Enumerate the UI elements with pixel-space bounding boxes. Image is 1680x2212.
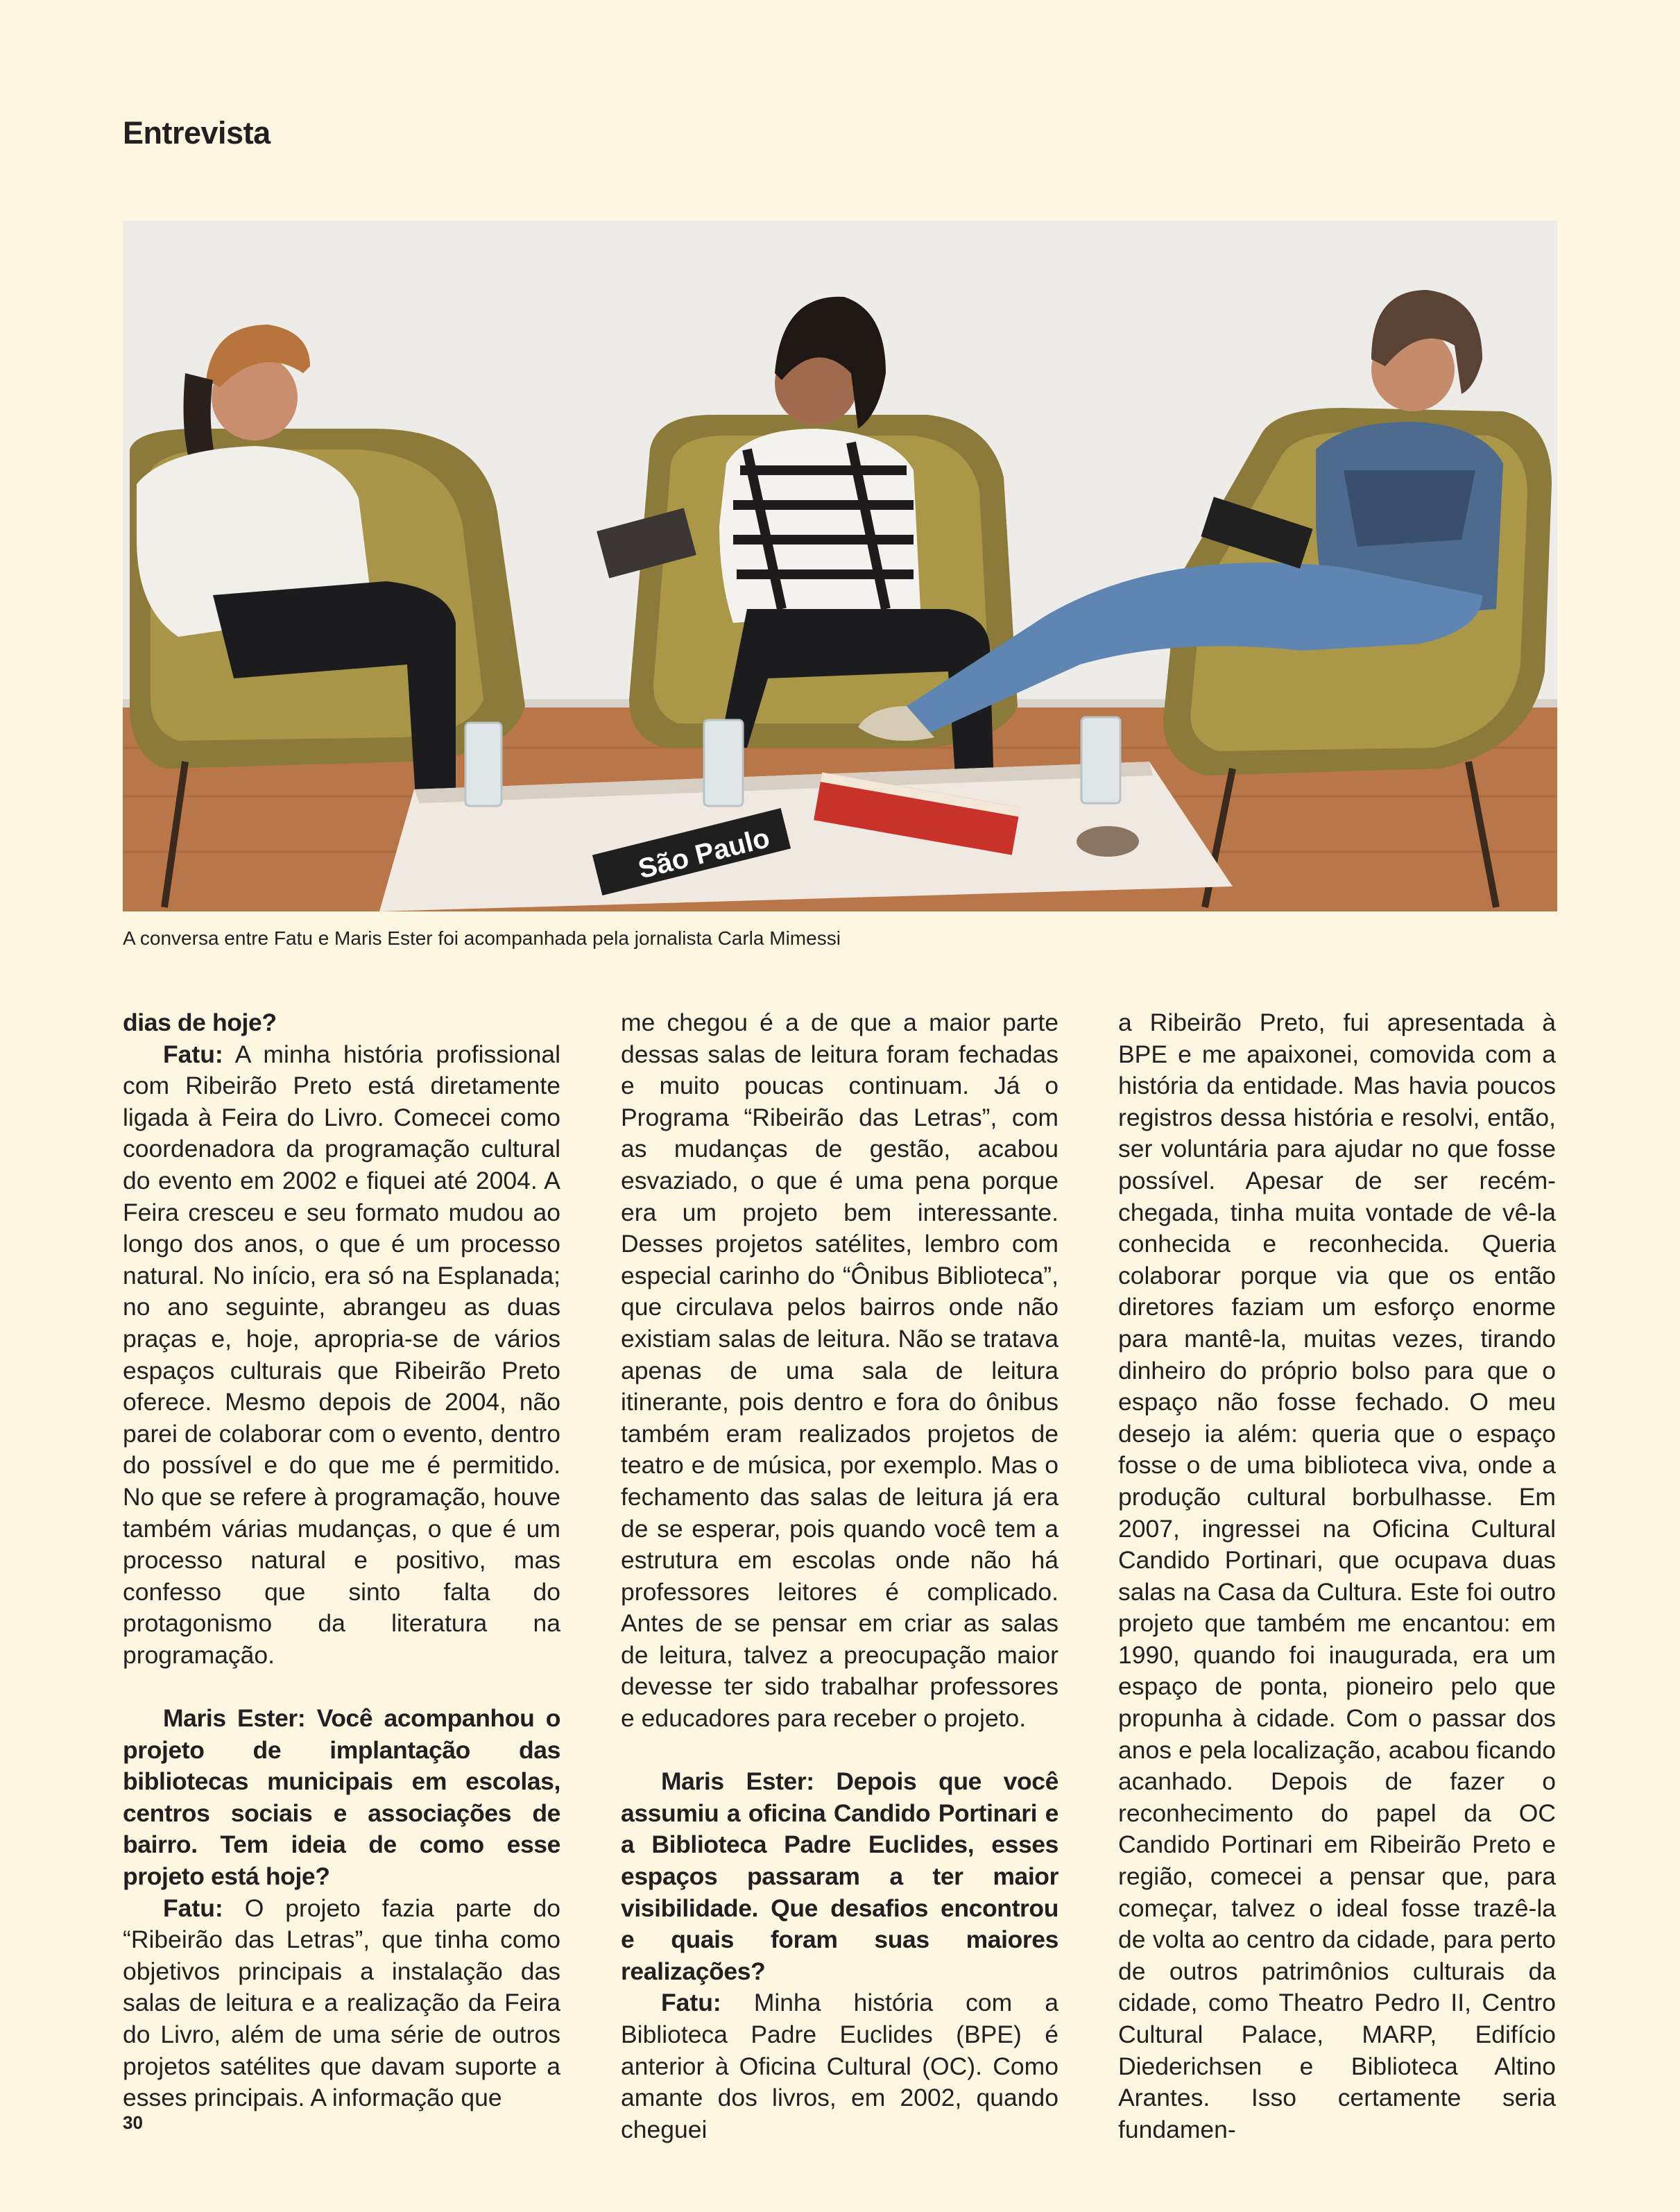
question-paragraph: Maris Ester: Você acompanhou o projeto de implantação das bibliotecas municipais em escolas, centros sociais e associações de bairro. Tem ideia de como esse projeto está hoje? <box>123 1704 560 1891</box>
page-number: 30 <box>123 2112 143 2133</box>
answer-paragraph <box>123 1039 560 1672</box>
speaker-label: Fatu: <box>661 1989 721 2017</box>
photo-illustration <box>123 221 1557 911</box>
answer-paragraph <box>621 1987 1058 2145</box>
answer-text: Minha história com a Biblioteca Padre Euclides (BPE) é anterior à Oficina Cultural (OC). Como amante dos livros, em 2002, quando cheguei <box>621 1989 1058 2143</box>
question-tail: dias de hoje? <box>123 1009 277 1036</box>
article-column-2 <box>621 1007 1058 2143</box>
speaker-label: Fatu: <box>163 1040 223 1068</box>
answer-continuation: a Ribeirão Preto, fui apresentada à BPE e me apaixonei, comovida com a história da entidade. Mas havia poucos registros dessa história e resolvi, então, ser voluntária para ajudar no que fosse possível. Apesar de ser recém-chegada, tinha muita vontade de vê-la conhecida e reconhecida. Queria colaborar porque via que os então diretores faziam um esforço enorme para mantê-la, muitas vezes, tirando dinheiro do próprio bolso para que o espaço não fosse fechado. O meu desejo ia além: queria que o espaço fosse o de uma biblioteca viva, onde a produção cultural borbulhasse. Em 2007, ingressei na Oficina Cultural Candido Portinari, que ocupava duas salas na Casa da Cultura. Este foi outro projeto que também me encantou: em 1990, quando foi inaugurada, era um espaço de ponta, pioneiro pelo que propunha à cidade. Com o passar dos anos e pela localização, acabou ficando acanhado. Depois de fazer o reconhecimento do papel da OC Candido Portinari em Ribeirão Preto e região, comecei a pensar que, para começar, talvez o ideal fosse trazê-la de volta ao centro da cidade, para perto de outros patrimônios culturais da cidade, como Theatro Pedro II, Centro Cultural Palace, MARP, Edifício Diederichsen e Biblioteca Altino Arantes. Isso certamente seria fundamen- <box>1118 1009 1556 2143</box>
answer-continuation: me chegou é a de que a maior parte dessas salas de leitura foram fechadas e muito poucas continuam. Já o Programa “Ribeirão das Letras”, com as mudanças de gestão, acabou esvaziado, o que é uma pena porque era um projeto bem interessante. Desses projetos satélites, lembro com especial carinho do “Ônibus Biblioteca”, que circulava pelos bairros onde não existiam salas de leitura. Não se tratava apenas de uma sala de leitura itinerante, pois dentro e fora do ônibus também eram realizados projetos de teatro e de música, por exemplo. Mas o fechamento das salas de leitura já era de se esperar, pois quando você tem a estrutura em escolas onde não há professores leitores é complicado. Antes de se pensar em criar as salas de leitura, talvez a preocupação maior devesse ter sido trabalhar professores e educadores para receber o projeto. <box>621 1009 1058 1733</box>
speaker-label: Fatu: <box>163 1894 223 1922</box>
article-column-3 <box>1118 1007 1556 2143</box>
photo-caption: A conversa entre Fatu e Maris Ester foi acompanhada pela jornalista Carla Mimessi <box>123 927 841 949</box>
answer-text: A minha história profissional com Ribeirão Preto está diretamente ligada à Feira do Livro. Comecei como coordenadora da programação cultural do evento em 2002 e fiquei até 2004. A Feira cresceu e seu formato mudou ao longo dos anos, o que é um processo natural. No início, era só na Esplanada; no ano seguinte, abrangeu as duas praças e, hoje, apropria-se de vários espaços culturais que Ribeirão Preto oferece. Mesmo depois de 2004, não parei de colaborar com o evento, dentro do possível e do que me é permitido. No que se refere à programação, houve também várias mudanças, o que é um processo natural e positivo, mas confesso que sinto falta do protagonismo da literatura na programação. <box>123 1040 560 1669</box>
section-title: Entrevista <box>123 115 271 151</box>
question-paragraph: Maris Ester: Depois que você assumiu a oficina Candido Portinari e a Biblioteca Padre Euclides, esses espaços passaram a ter maior visibilidade. Que desafios encontrou e quais foram suas maiores realizações? <box>621 1767 1058 1985</box>
answer-text: O projeto fazia parte do “Ribeirão das Letras”, que tinha como objetivos principais a instalação das salas de leitura e a realização da Feira do Livro, além de uma série de outros projetos satélites que davam suporte a esses principais. A informação que <box>123 1894 560 2112</box>
article-column-1 <box>123 1007 560 2112</box>
answer-paragraph <box>123 1893 560 2114</box>
book-cover-title: São Paulo <box>635 823 773 885</box>
interview-photo <box>123 221 1557 911</box>
